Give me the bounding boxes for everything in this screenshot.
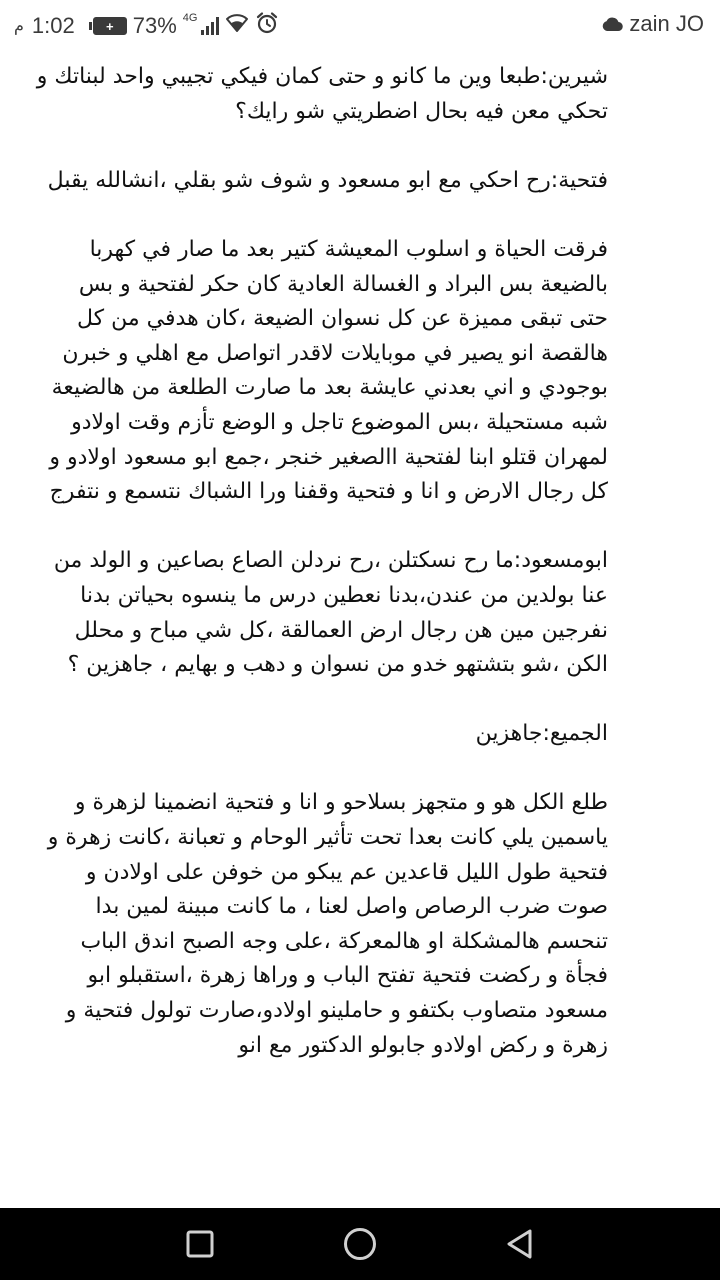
story-text xyxy=(0,50,720,1063)
status-bar xyxy=(0,0,720,50)
paragraph: ابومسعود:ما رح نسكتلن ،رح نردلن الصاع بصاعين و الولد من عنا بولدين من عندن،بدنا نعطين درس ما ينسوه بحياتن بدنا نفرجين مين هن رجال ارض العمالقة ،كل شي مباح و محلل الكن ،شو بتشتهو خدو من نسوان و دهب و بهايم ، جاهزين ؟ xyxy=(53,548,608,678)
back-triangle-icon xyxy=(504,1227,536,1261)
carrier-group xyxy=(601,11,704,37)
carrier-name: zain JO xyxy=(629,11,704,36)
cloud-icon xyxy=(601,16,623,32)
network-type: 4G xyxy=(182,12,198,24)
navigation-bar xyxy=(0,1208,720,1280)
ampm-indicator: م xyxy=(14,18,24,35)
status-icons-group xyxy=(14,11,279,41)
signal-icon xyxy=(201,17,219,35)
paragraph: فتحية:رح احكي مع ابو مسعود و شوف شو بقلي ،انشالله يقبل xyxy=(47,167,608,193)
clock: 1:02 xyxy=(31,13,75,38)
battery-icon: + xyxy=(89,17,127,35)
battery-percent: 73% xyxy=(132,13,177,38)
home-button[interactable] xyxy=(330,1222,390,1266)
paragraph: فرقت الحياة و اسلوب المعيشة كتير بعد ما صار في كهربا بالضيعة بس البراد و الغسالة العادية كان حكر لفتحية و بس حتى تبقى مميزة عن كل نسوان الضيعة ،كان هدفي من كل هالقصة انو يصير في موبايلات لاقدر اتواصل مع اهلي و خبرن بوجودي و اني بعدني عايشة بعد ما صارت الطلعة من هالضيعة شبه مستحيلة ،بس الموضوع تاجل و الوضع تأزم وقت اولادو لمهران قتلو ابنا لفتحية االصغير خنجر ،جمع ابو مسعود اولادو و كل رجال الارض و انا و فتحية وقفنا ورا الشباك نتسمع و نتفرج xyxy=(49,236,608,505)
paragraph: طلع الكل هو و متجهز بسلاحو و انا و فتحية انضمينا لزهرة و ياسمين يلي كانت بعدا تحت تأثير الوحام و تعبانة ،كانت زهرة و فتحية طول الليل قاعدين عم يبكو من خوفن على اولادن و صوت ضرب الرصاص واصل لعنا ، ما كانت مبينة لمين بدا تنحسم هالمشكلة او هالمعركة ،على وجه الصبح اندق الباب فجأة و ركضت فتحية تفتح الباب و وراها زهرة ،استقبلو ابو مسعود متصاوب بكتفو و حاملينو اولادو،صارت تولول فتحية و زهرة و ركض اولادو جابولو الدكتور مع انو xyxy=(47,790,608,1058)
back-button[interactable] xyxy=(490,1222,550,1266)
paragraph: شيرين:طبعا وين ما كانو و حتى كمان فيكي تجيبي واحد لبناتك و تحكي معن فيه بحال اضطريتي شو رايك؟ xyxy=(36,64,608,124)
wifi-icon xyxy=(225,13,249,39)
alarm-icon xyxy=(255,11,279,41)
recents-button[interactable] xyxy=(170,1222,230,1266)
circle-icon xyxy=(342,1226,378,1262)
square-icon xyxy=(185,1229,215,1259)
paragraph: الجميع:جاهزين xyxy=(475,721,608,747)
reading-area[interactable] xyxy=(0,50,720,1208)
